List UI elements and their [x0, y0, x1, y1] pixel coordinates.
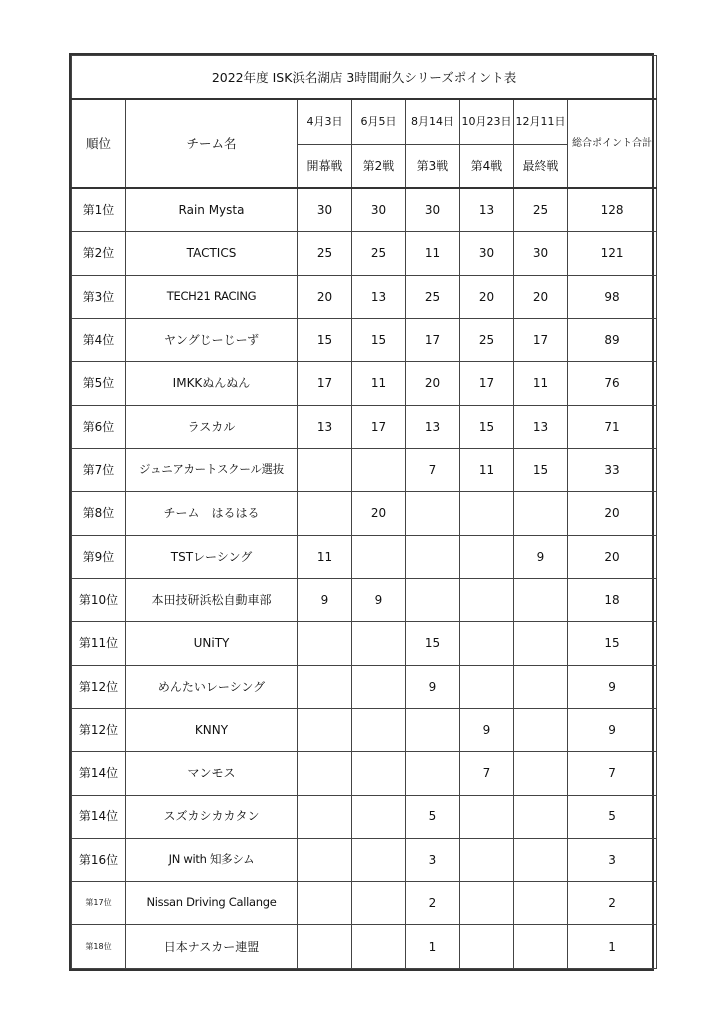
header-total: 総合ポイント合計 — [568, 99, 657, 188]
round-points-cell — [352, 795, 406, 838]
round-points-cell: 11 — [406, 232, 460, 275]
round-points-cell — [298, 838, 352, 881]
team-name-cell: IMKKぬんぬん — [126, 362, 298, 405]
round-points-cell: 15 — [298, 319, 352, 362]
round-points-cell: 25 — [460, 319, 514, 362]
table-row — [72, 492, 657, 535]
round-points-cell: 25 — [406, 275, 460, 318]
team-name-cell: 日本ナスカー連盟 — [126, 925, 298, 969]
team-name-cell: 本田技研浜松自動車部 — [126, 578, 298, 621]
round-points-cell — [406, 752, 460, 795]
round-points-cell — [298, 882, 352, 925]
round-points-cell — [352, 665, 406, 708]
table-row — [72, 449, 657, 492]
round-points-cell — [352, 925, 406, 969]
rank-cell: 第14位 — [72, 795, 126, 838]
total-points-cell: 121 — [568, 232, 657, 275]
table-row — [72, 882, 657, 925]
round-points-cell: 11 — [298, 535, 352, 578]
round-points-cell: 20 — [406, 362, 460, 405]
round-points-cell — [460, 622, 514, 665]
team-name-cell: TSTレーシング — [126, 535, 298, 578]
round-points-cell — [460, 795, 514, 838]
round-points-cell: 2 — [406, 882, 460, 925]
team-name-cell: ジュニアカートスクール選抜 — [126, 449, 298, 492]
table-row — [72, 665, 657, 708]
round-points-cell — [352, 838, 406, 881]
total-points-cell: 7 — [568, 752, 657, 795]
total-points-cell: 76 — [568, 362, 657, 405]
round-points-cell: 11 — [460, 449, 514, 492]
total-points-cell: 3 — [568, 838, 657, 881]
round-points-cell — [514, 838, 568, 881]
table-row — [72, 795, 657, 838]
table-row — [72, 578, 657, 621]
round-points-cell — [460, 578, 514, 621]
round-points-cell: 15 — [460, 405, 514, 448]
round-points-cell: 17 — [298, 362, 352, 405]
round-points-cell — [460, 492, 514, 535]
team-name-cell: スズカシカカタン — [126, 795, 298, 838]
round-points-cell: 9 — [352, 578, 406, 621]
round-points-cell — [460, 925, 514, 969]
round-points-cell — [406, 708, 460, 751]
team-name-cell: マンモス — [126, 752, 298, 795]
total-points-cell: 9 — [568, 665, 657, 708]
table-row — [72, 925, 657, 969]
round-points-cell: 25 — [514, 188, 568, 232]
round-points-cell — [460, 882, 514, 925]
table-row — [72, 838, 657, 881]
rank-cell: 第6位 — [72, 405, 126, 448]
round-points-cell: 3 — [406, 838, 460, 881]
round-points-cell: 20 — [298, 275, 352, 318]
total-points-cell: 33 — [568, 449, 657, 492]
rank-cell: 第18位 — [72, 925, 126, 969]
round-points-cell — [514, 795, 568, 838]
round-points-cell: 25 — [352, 232, 406, 275]
rank-cell: 第11位 — [72, 622, 126, 665]
round-points-cell: 15 — [406, 622, 460, 665]
total-points-cell: 9 — [568, 708, 657, 751]
round-points-cell — [298, 708, 352, 751]
team-name-cell: ラスカル — [126, 405, 298, 448]
rank-cell: 第4位 — [72, 319, 126, 362]
round-points-cell — [514, 492, 568, 535]
round-points-cell — [298, 752, 352, 795]
round-points-cell — [514, 622, 568, 665]
rank-cell: 第8位 — [72, 492, 126, 535]
team-name-cell: TACTICS — [126, 232, 298, 275]
round-points-cell: 17 — [460, 362, 514, 405]
table-title: 2022年度 ISK浜名湖店 3時間耐久シリーズポイント表 — [72, 56, 657, 100]
table-row — [72, 188, 657, 232]
header-round: 第2戦 — [352, 144, 406, 188]
total-points-cell: 18 — [568, 578, 657, 621]
total-points-cell: 15 — [568, 622, 657, 665]
rank-cell: 第3位 — [72, 275, 126, 318]
round-points-cell: 9 — [460, 708, 514, 751]
round-points-cell — [406, 578, 460, 621]
header-date: 6月5日 — [352, 99, 406, 144]
header-rank: 順位 — [72, 99, 126, 188]
round-points-cell — [514, 752, 568, 795]
round-points-cell: 17 — [514, 319, 568, 362]
round-points-cell — [298, 665, 352, 708]
round-points-cell: 9 — [514, 535, 568, 578]
round-points-cell: 1 — [406, 925, 460, 969]
team-name-cell: KNNY — [126, 708, 298, 751]
rank-cell: 第14位 — [72, 752, 126, 795]
round-points-cell — [460, 838, 514, 881]
total-points-cell: 98 — [568, 275, 657, 318]
round-points-cell: 15 — [352, 319, 406, 362]
header-date: 12月11日 — [514, 99, 568, 144]
round-points-cell — [514, 665, 568, 708]
round-points-cell: 20 — [514, 275, 568, 318]
table-row — [72, 275, 657, 318]
round-points-cell: 13 — [352, 275, 406, 318]
rank-cell: 第1位 — [72, 188, 126, 232]
table-row — [72, 232, 657, 275]
round-points-cell: 7 — [460, 752, 514, 795]
total-points-cell: 128 — [568, 188, 657, 232]
round-points-cell: 13 — [514, 405, 568, 448]
total-points-cell: 2 — [568, 882, 657, 925]
round-points-cell: 20 — [460, 275, 514, 318]
header-team: チーム名 — [126, 99, 298, 188]
round-points-cell: 15 — [514, 449, 568, 492]
rank-cell: 第12位 — [72, 708, 126, 751]
header-round: 最終戦 — [514, 144, 568, 188]
points-table — [71, 55, 657, 969]
round-points-cell: 30 — [352, 188, 406, 232]
round-points-cell — [460, 665, 514, 708]
table-row — [72, 535, 657, 578]
table-row — [72, 405, 657, 448]
round-points-cell — [298, 449, 352, 492]
points-table-sheet — [69, 53, 654, 971]
round-points-cell: 20 — [352, 492, 406, 535]
team-name-cell: ヤングじーじーず — [126, 319, 298, 362]
round-points-cell — [298, 795, 352, 838]
round-points-cell — [406, 492, 460, 535]
team-name-cell: JN with 知多シム — [126, 838, 298, 881]
table-row — [72, 319, 657, 362]
header-date: 10月23日 — [460, 99, 514, 144]
table-row — [72, 708, 657, 751]
team-name-cell: めんたいレーシング — [126, 665, 298, 708]
rank-cell: 第10位 — [72, 578, 126, 621]
rank-cell: 第7位 — [72, 449, 126, 492]
round-points-cell: 7 — [406, 449, 460, 492]
round-points-cell: 11 — [514, 362, 568, 405]
team-name-cell: チーム はるはる — [126, 492, 298, 535]
team-name-cell: TECH21 RACING — [126, 275, 298, 318]
rank-cell: 第16位 — [72, 838, 126, 881]
round-points-cell: 17 — [406, 319, 460, 362]
round-points-cell: 13 — [406, 405, 460, 448]
round-points-cell — [298, 925, 352, 969]
total-points-cell: 1 — [568, 925, 657, 969]
total-points-cell: 71 — [568, 405, 657, 448]
round-points-cell — [352, 882, 406, 925]
round-points-cell: 17 — [352, 405, 406, 448]
rank-cell: 第17位 — [72, 882, 126, 925]
header-round: 第3戦 — [406, 144, 460, 188]
round-points-cell: 30 — [406, 188, 460, 232]
table-row — [72, 752, 657, 795]
header-date: 4月3日 — [298, 99, 352, 144]
round-points-cell — [352, 752, 406, 795]
round-points-cell: 9 — [406, 665, 460, 708]
round-points-cell: 11 — [352, 362, 406, 405]
round-points-cell — [460, 535, 514, 578]
total-points-cell: 5 — [568, 795, 657, 838]
round-points-cell: 13 — [298, 405, 352, 448]
round-points-cell — [352, 449, 406, 492]
round-points-cell — [352, 622, 406, 665]
round-points-cell — [352, 535, 406, 578]
round-points-cell — [514, 708, 568, 751]
round-points-cell: 5 — [406, 795, 460, 838]
round-points-cell: 30 — [514, 232, 568, 275]
team-name-cell: UNiTY — [126, 622, 298, 665]
round-points-cell — [514, 925, 568, 969]
round-points-cell — [406, 535, 460, 578]
round-points-cell — [514, 882, 568, 925]
rank-cell: 第9位 — [72, 535, 126, 578]
header-round: 第4戦 — [460, 144, 514, 188]
rank-cell: 第2位 — [72, 232, 126, 275]
table-row — [72, 622, 657, 665]
round-points-cell: 25 — [298, 232, 352, 275]
rank-cell: 第12位 — [72, 665, 126, 708]
round-points-cell: 30 — [460, 232, 514, 275]
round-points-cell — [298, 492, 352, 535]
round-points-cell — [298, 622, 352, 665]
rank-cell: 第5位 — [72, 362, 126, 405]
round-points-cell: 13 — [460, 188, 514, 232]
round-points-cell: 30 — [298, 188, 352, 232]
header-date: 8月14日 — [406, 99, 460, 144]
round-points-cell — [352, 708, 406, 751]
total-points-cell: 20 — [568, 535, 657, 578]
team-name-cell: Nissan Driving Callange — [126, 882, 298, 925]
total-points-cell: 89 — [568, 319, 657, 362]
round-points-cell: 9 — [298, 578, 352, 621]
team-name-cell: Rain Mysta — [126, 188, 298, 232]
header-round: 開幕戦 — [298, 144, 352, 188]
total-points-cell: 20 — [568, 492, 657, 535]
table-row — [72, 362, 657, 405]
round-points-cell — [514, 578, 568, 621]
